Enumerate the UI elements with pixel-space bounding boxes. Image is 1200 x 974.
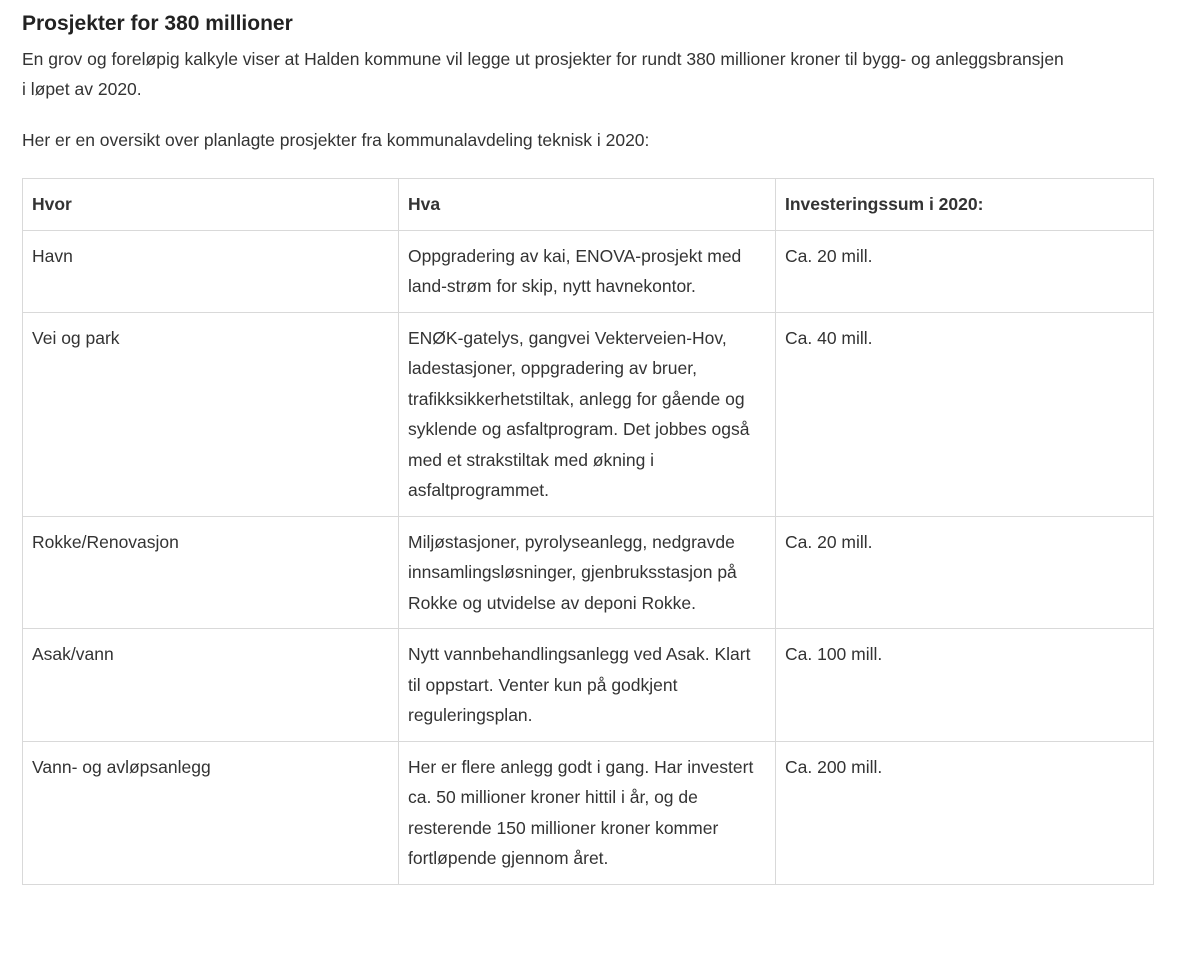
cell-hva: Her er flere anlegg godt i gang. Har investert ca. 50 millioner kroner hittil i år, og de resterende 150 millioner kroner kommer fortløpende gjennom året. (399, 741, 776, 884)
overview-paragraph: Her er en oversikt over planlagte prosjekter fra kommunalavdeling teknisk i 2020: (22, 130, 650, 150)
intro-paragraph: En grov og foreløpig kalkyle viser at Halden kommune vil legge ut prosjekter for rundt 380 millioner kroner til bygg- og anleggsbransjen i løpet av 2020. (22, 49, 1064, 99)
cell-hvor: Asak/vann (23, 629, 399, 742)
header-hva: Hva (399, 179, 776, 231)
table-row (23, 230, 1154, 312)
table-row (23, 629, 1154, 742)
header-investeringssum: Investeringssum i 2020: (776, 179, 1154, 231)
cell-sum: Ca. 100 mill. (776, 629, 1154, 742)
cell-hva: Miljøstasjoner, pyrolyseanlegg, nedgravde innsamlingsløsninger, gjenbruksstasjon på Rokke og utvidelse av deponi Rokke. (399, 516, 776, 629)
cell-hva: Oppgradering av kai, ENOVA-prosjekt med land-strøm for skip, nytt havnekontor. (399, 230, 776, 312)
table-header-row (23, 179, 1154, 231)
table-row (23, 741, 1154, 884)
cell-sum: Ca. 40 mill. (776, 312, 1154, 516)
cell-sum: Ca. 200 mill. (776, 741, 1154, 884)
cell-hvor: Vei og park (23, 312, 399, 516)
cell-hva: Nytt vannbehandlingsanlegg ved Asak. Klart til oppstart. Venter kun på godkjent reguleringsplan. (399, 629, 776, 742)
cell-sum: Ca. 20 mill. (776, 516, 1154, 629)
table-row (23, 516, 1154, 629)
cell-sum: Ca. 20 mill. (776, 230, 1154, 312)
cell-hvor: Rokke/Renovasjon (23, 516, 399, 629)
projects-table (22, 178, 1154, 885)
cell-hvor: Vann- og avløpsanlegg (23, 741, 399, 884)
table-row (23, 312, 1154, 516)
cell-hvor: Havn (23, 230, 399, 312)
article-heading: Prosjekter for 380 millioner (22, 12, 293, 35)
cell-hva: ENØK-gatelys, gangvei Vekterveien-Hov, ladestasjoner, oppgradering av bruer, trafikksikkerhetstiltak, anlegg for gående og syklende og asfaltprogram. Det jobbes også med et strakstiltak med økning i asfaltprogrammet. (399, 312, 776, 516)
header-hvor: Hvor (23, 179, 399, 231)
